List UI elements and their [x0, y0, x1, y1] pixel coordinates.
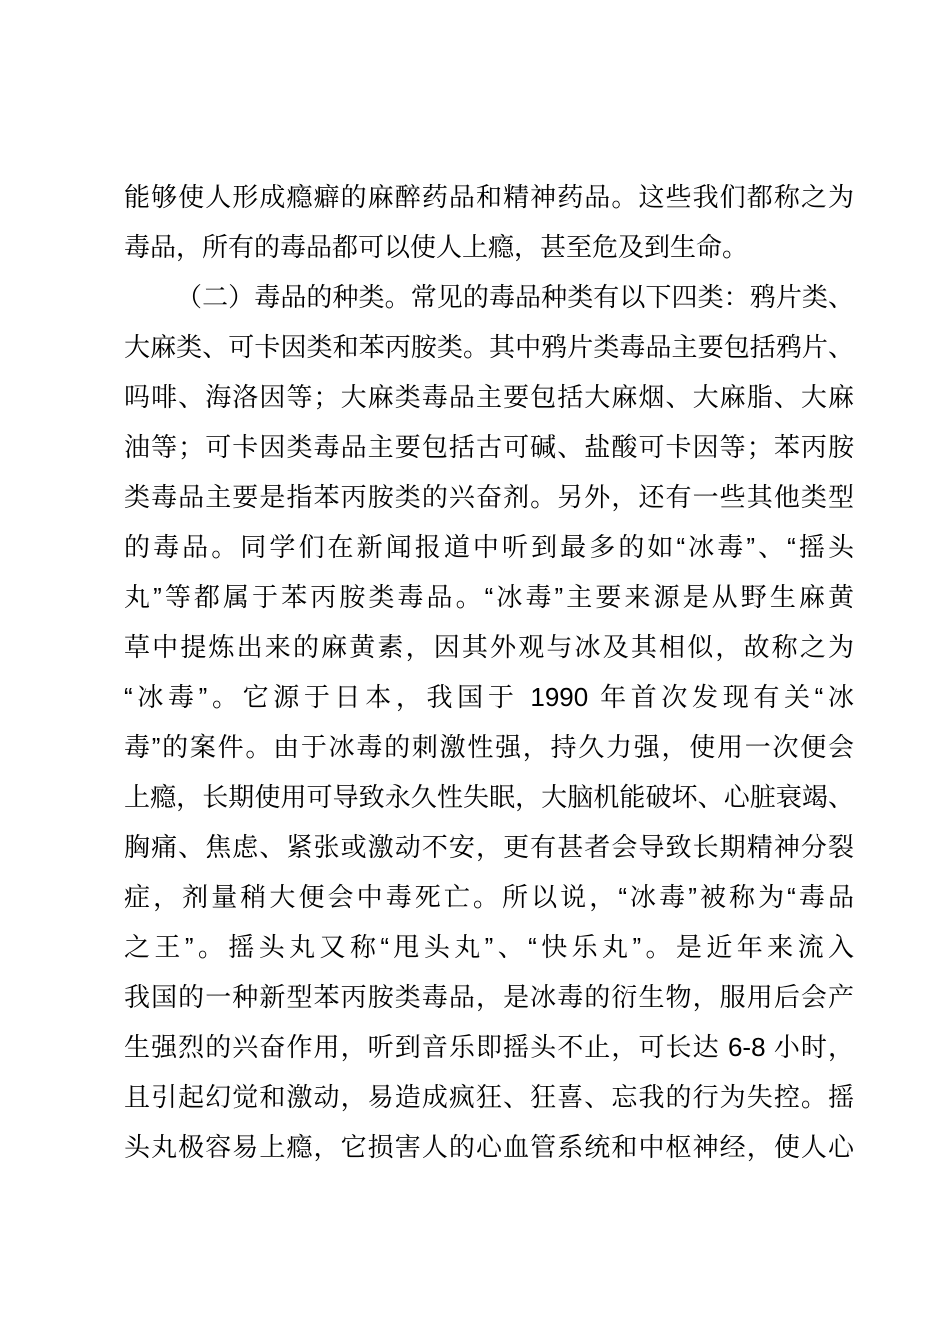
text-line: 生强烈的兴奋作用，听到音乐即摇头不止，可长达 6-8 小时，	[124, 1032, 854, 1062]
text-line: 上瘾，长期使用可导致永久性失眠，大脑机能破坏、心脏衰竭、	[124, 782, 854, 812]
text-line: 能够使人形成瘾癖的麻醉药品和精神药品。这些我们都称之为	[124, 182, 854, 212]
text-line: 且引起幻觉和激动，易造成疯狂、狂喜、忘我的行为失控。摇	[124, 1082, 854, 1112]
text-line: 毒”的案件。由于冰毒的刺激性强，持久力强，使用一次便会	[124, 732, 854, 762]
text-line: 我国的一种新型苯丙胺类毒品，是冰毒的衍生物，服用后会产	[124, 982, 854, 1012]
text-line: 草中提炼出来的麻黄素，因其外观与冰及其相似，故称之为	[124, 632, 854, 662]
text-line: 胸痛、焦虑、紧张或激动不安，更有甚者会导致长期精神分裂	[124, 832, 854, 862]
text-line: 油等；可卡因类毒品主要包括古可碱、盐酸可卡因等；苯丙胺	[124, 432, 854, 462]
text-line: 吗啡、海洛因等；大麻类毒品主要包括大麻烟、大麻脂、大麻	[124, 382, 854, 412]
text-line: 症，剂量稍大便会中毒死亡。所以说，“冰毒”被称为“毒品	[124, 882, 854, 912]
text-block	[124, 172, 854, 1172]
text-line: 毒品，所有的毒品都可以使人上瘾，甚至危及到生命。	[124, 232, 749, 262]
text-line: 之王”。摇头丸又称“甩头丸”、“快乐丸”。是近年来流入	[124, 932, 854, 962]
text-line: 的毒品。同学们在新闻报道中听到最多的如“冰毒”、“摇头	[124, 532, 854, 562]
text-line: 丸”等都属于苯丙胺类毒品。“冰毒”主要来源是从野生麻黄	[124, 582, 854, 612]
text-line: 头丸极容易上瘾，它损害人的心血管系统和中枢神经，使人心	[124, 1132, 854, 1162]
text-line: （二）毒品的种类。常见的毒品种类有以下四类：鸦片类、	[176, 282, 854, 312]
text-line: 类毒品主要是指苯丙胺类的兴奋剂。另外，还有一些其他类型	[124, 482, 854, 512]
text-line: “冰毒”。它源于日本，我国于 1990 年首次发现有关“冰	[124, 682, 854, 712]
text-line: 大麻类、可卡因类和苯丙胺类。其中鸦片类毒品主要包括鸦片、	[124, 332, 854, 362]
